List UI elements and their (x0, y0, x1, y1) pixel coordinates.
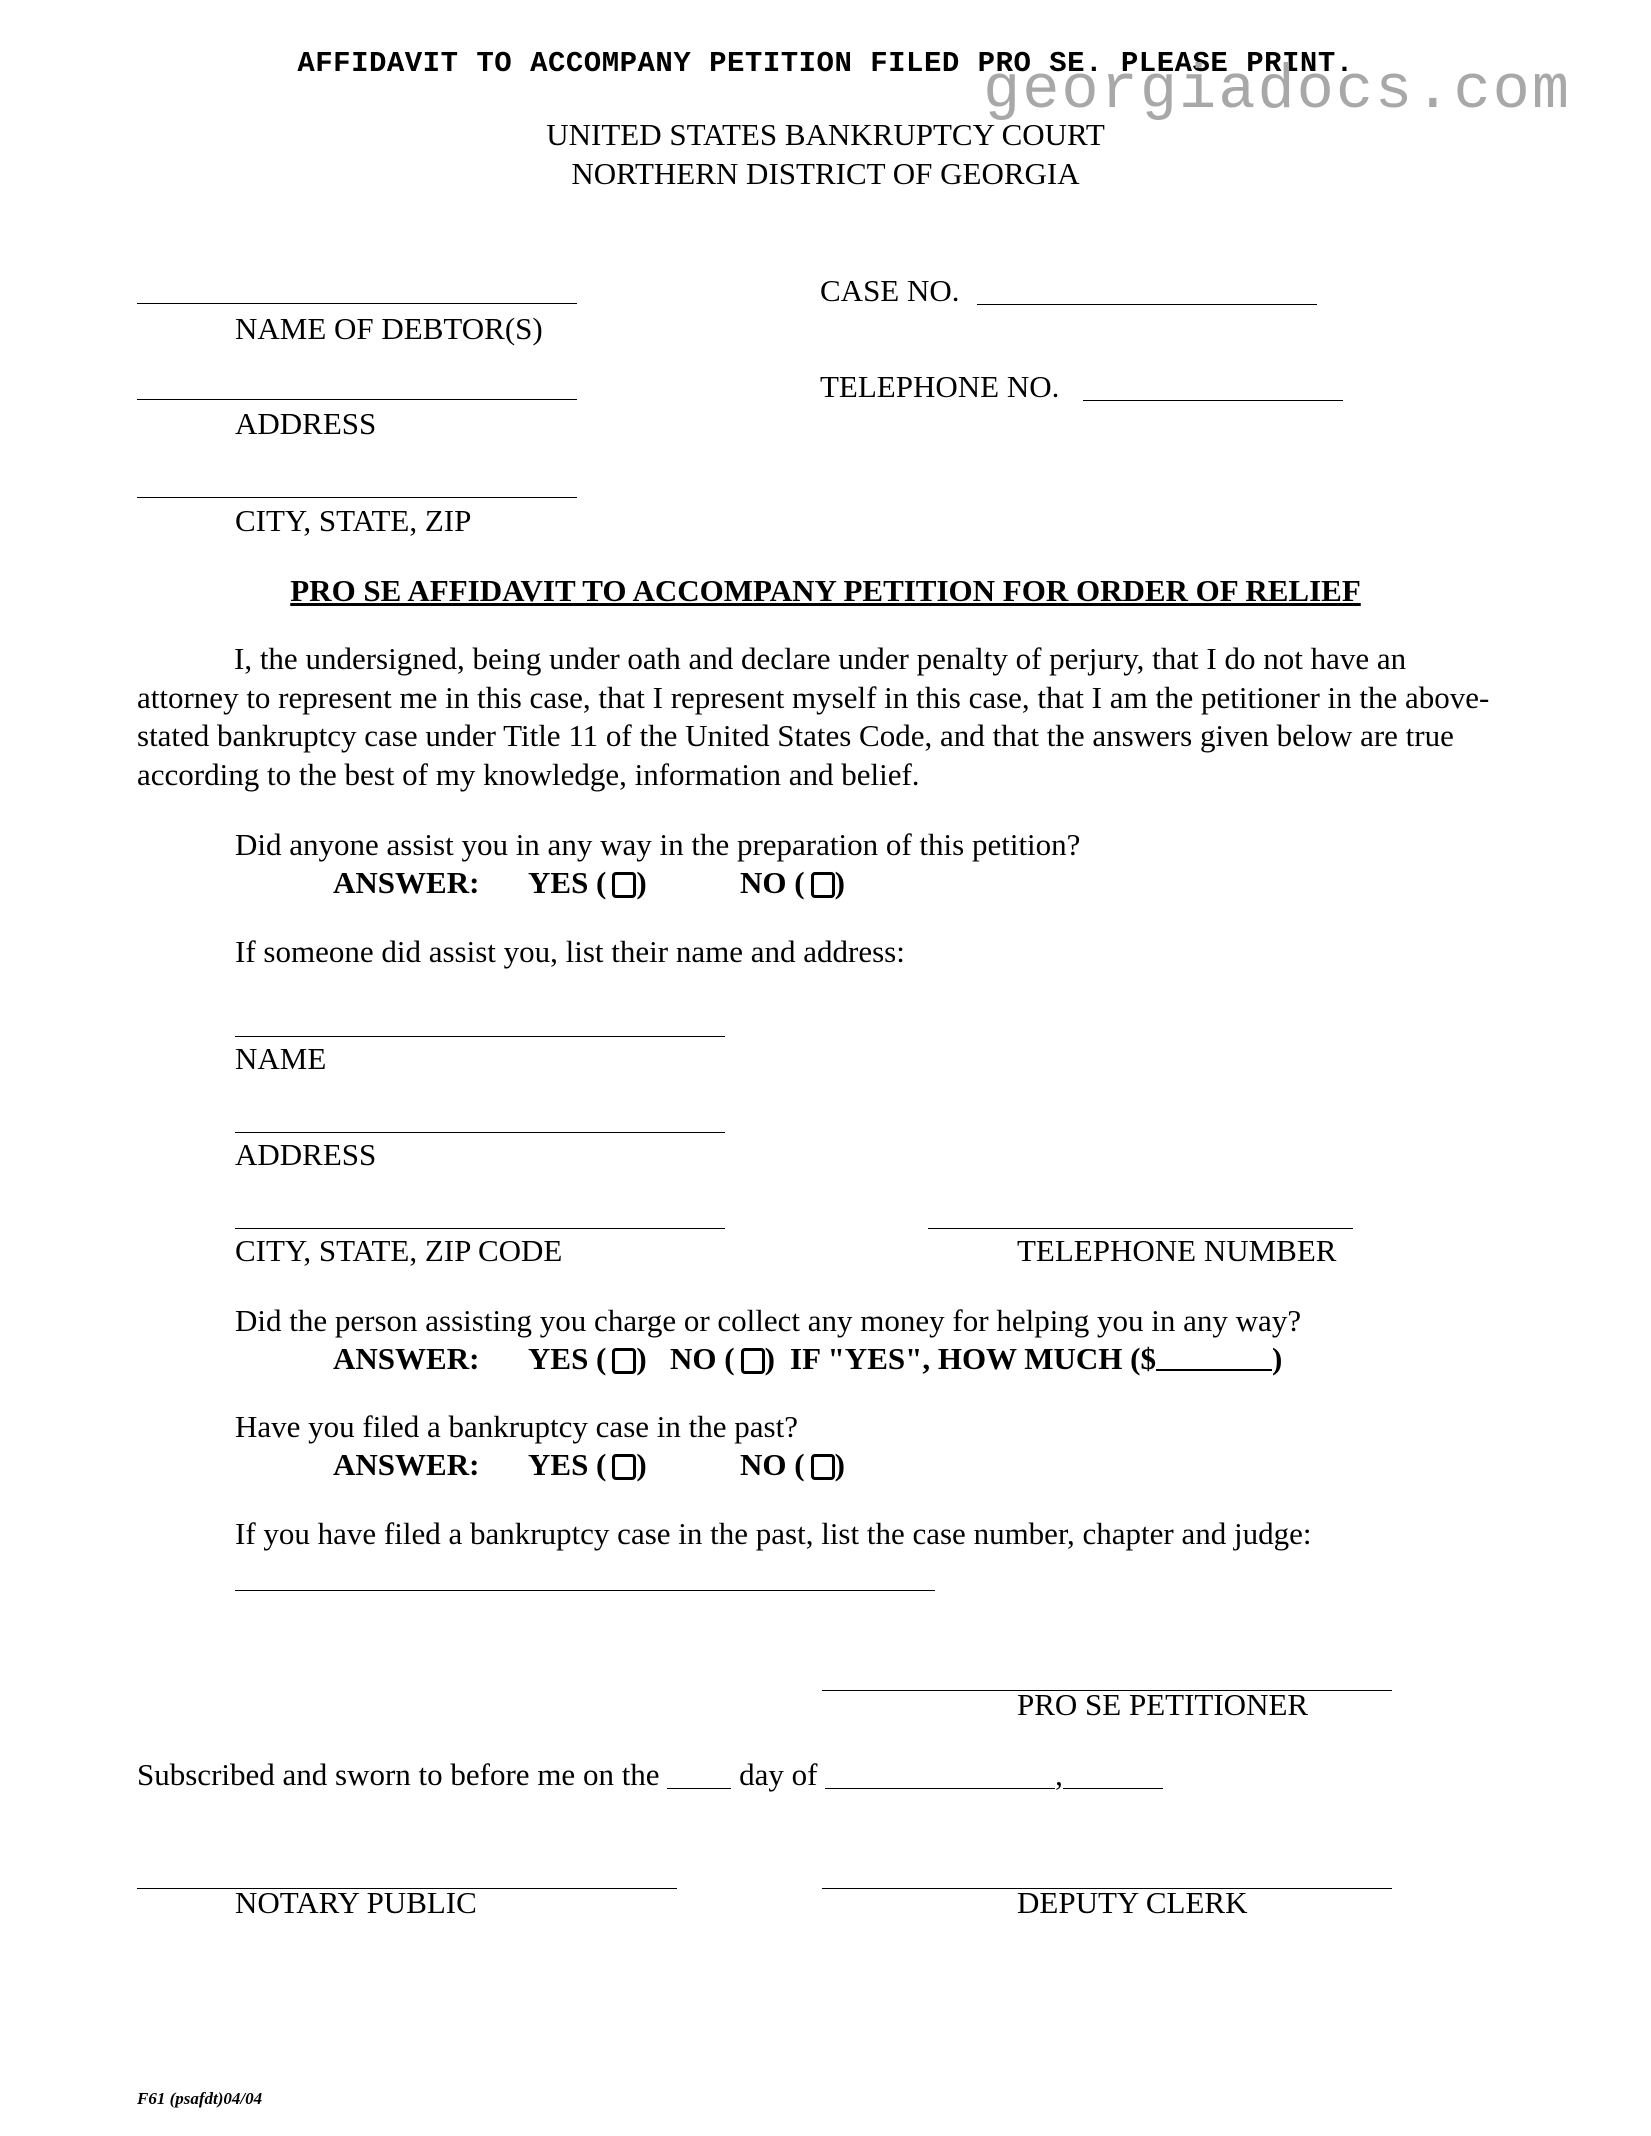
debtor-address-label: ADDRESS (235, 406, 377, 441)
q3-yes-label: YES ( (528, 1447, 607, 1482)
q2-yes-close: ) (636, 1341, 647, 1376)
assistant-telephone-field[interactable] (928, 1228, 1353, 1229)
q2-no-checkbox[interactable] (741, 1348, 765, 1374)
q2-no-close: ) (764, 1341, 775, 1376)
q3-yes-close: ) (636, 1447, 647, 1482)
q2-how-much-close: ) (1271, 1341, 1283, 1376)
q3-yes-option[interactable] (528, 1446, 647, 1485)
clerk-label: DEPUTY CLERK (1017, 1885, 1248, 1920)
q1-answer-label: ANSWER: (333, 865, 480, 900)
watermark: georgiadocs.com (983, 55, 1572, 126)
q2-yes-checkbox[interactable] (612, 1348, 636, 1374)
telephone-no-label: TELEPHONE NO. (820, 369, 1060, 404)
q1-yes-close: ) (636, 865, 647, 900)
assistant-instruction: If someone did assist you, list their name and address: (235, 934, 905, 969)
q1-yes-option[interactable] (528, 864, 647, 903)
q3-no-label: NO ( (740, 1447, 805, 1482)
q2-how-much-label: IF "YES", HOW MUCH ($ (790, 1341, 1156, 1376)
q1-no-checkbox[interactable] (811, 872, 835, 898)
assistant-telephone-label: TELEPHONE NUMBER (1017, 1233, 1337, 1268)
sworn-comma: , (1055, 1757, 1063, 1792)
q2-yes-option[interactable] (528, 1340, 647, 1379)
q2-question: Did the person assisting you charge or collect any money for helping you in any way? (235, 1303, 1302, 1338)
sworn-prefix: Subscribed and sworn to before me on the (137, 1757, 660, 1792)
q3-yes-checkbox[interactable] (612, 1454, 636, 1480)
q2-answer-label: ANSWER: (333, 1341, 480, 1376)
case-no-field[interactable] (977, 304, 1317, 305)
q3-answer-label: ANSWER: (333, 1447, 480, 1482)
telephone-no-field[interactable] (1083, 400, 1343, 401)
q1-yes-checkbox[interactable] (612, 872, 636, 898)
past-case-instruction: If you have filed a bankruptcy case in the past, list the case number, chapter and judge: (235, 1516, 1312, 1551)
case-no-label: CASE NO. (820, 273, 960, 308)
q1-question: Did anyone assist you in any way in the preparation of this petition? (235, 827, 1081, 862)
debtor-name-label: NAME OF DEBTOR(S) (235, 311, 543, 346)
petitioner-label: PRO SE PETITIONER (1017, 1687, 1309, 1722)
q1-no-option[interactable] (740, 864, 845, 903)
q1-no-close: ) (834, 865, 845, 900)
oath-paragraph: I, the undersigned, being under oath and declare under penalty of perjury, that I do not have an attorney to represent me in this case, that I represent myself in this case, that I am the petitioner in the above-stated bankruptcy case under Title 11 of the United States Code, and that the answers given below are true according to the best of my knowledge, information and belief. (137, 641, 1490, 792)
section-title: PRO SE AFFIDAVIT TO ACCOMPANY PETITION FOR ORDER OF RELIEF (290, 573, 1361, 608)
assistant-city-field[interactable] (235, 1228, 725, 1229)
debtor-name-field[interactable] (137, 303, 577, 304)
sworn-statement (137, 1756, 1163, 1795)
assistant-address-label: ADDRESS (235, 1137, 377, 1172)
form-code: F61 (psafdt)04/04 (137, 2089, 263, 2108)
q2-no-label: NO ( (670, 1341, 735, 1376)
q3-no-checkbox[interactable] (811, 1454, 835, 1480)
assistant-name-field[interactable] (235, 1036, 725, 1037)
q2-how-much (790, 1340, 1282, 1379)
sworn-year-field[interactable] (1063, 1762, 1163, 1789)
q2-amount-field[interactable] (1156, 1343, 1272, 1371)
q1-no-label: NO ( (740, 865, 805, 900)
debtor-address-field[interactable] (137, 399, 577, 400)
sworn-month-field[interactable] (825, 1762, 1055, 1789)
q2-no-option[interactable] (670, 1340, 775, 1379)
debtor-city-field[interactable] (137, 497, 577, 498)
q3-no-close: ) (834, 1447, 845, 1482)
q2-yes-label: YES ( (528, 1341, 607, 1376)
q1-yes-label: YES ( (528, 865, 607, 900)
past-case-field[interactable] (235, 1590, 935, 1591)
q3-no-option[interactable] (740, 1446, 845, 1485)
debtor-city-label: CITY, STATE, ZIP (235, 503, 472, 538)
assistant-name-label: NAME (235, 1041, 327, 1076)
assistant-city-label: CITY, STATE, ZIP CODE (235, 1233, 563, 1268)
sworn-day-field[interactable] (667, 1762, 731, 1789)
sworn-day-label: day of (739, 1757, 818, 1792)
court-name: UNITED STATES BANKRUPTCY COURT (546, 117, 1105, 152)
court-district: NORTHERN DISTRICT OF GEORGIA (571, 156, 1080, 191)
q3-question: Have you filed a bankruptcy case in the past? (235, 1409, 798, 1444)
notary-label: NOTARY PUBLIC (235, 1885, 477, 1920)
assistant-address-field[interactable] (235, 1132, 725, 1133)
form-header-title: AFFIDAVIT TO ACCOMPANY PETITION FILED PRO SE. PLEASE PRINT. (297, 47, 1354, 80)
